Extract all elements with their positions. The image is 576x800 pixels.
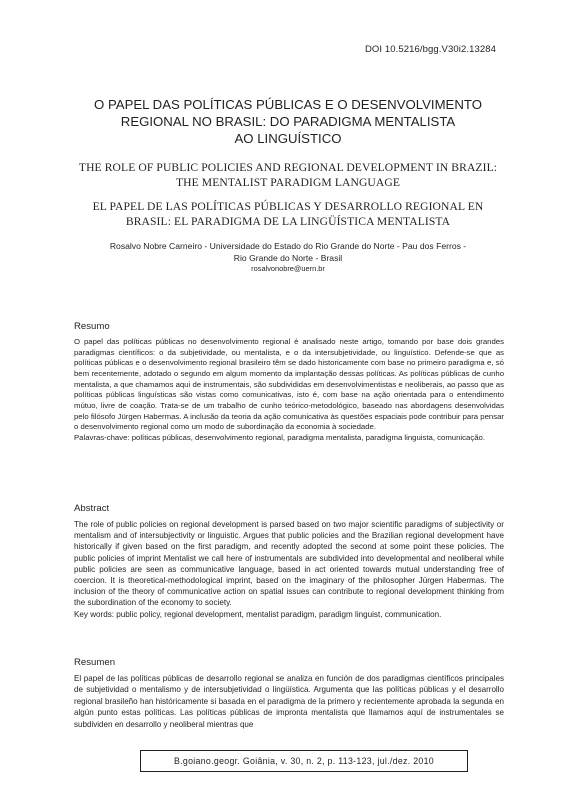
abstract-body: The role of public policies on regional development is parsed based on two major scientific paradigms of subjectivity or mentalism and of intersubjectivity or linguistic. Argues that public policies and the Brazilian regional development have historically if given based on the first paradigm, and recently adopted the second at some point these policies. The public policies of imprint Mentalist we call here of instrumentals are subdivided into developmental and neoliberal while public policies are seen as communicative language, based in act oriented towards mutual understanding free of coercion. It is theoretical-methodological imprint, based on the imaginary of the philosopher Jürgen Habermas. The inclusion of the theory of communicative action on spatial issues can contribute to regional development thinking from the subordination of the economy to society. [74, 520, 504, 608]
journal-citation-footer: B.goiano.geogr. Goiânia, v. 30, n. 2, p. 113-123, jul./dez. 2010 [140, 750, 468, 772]
abstract-section [74, 519, 504, 620]
resumen-section [74, 673, 504, 730]
resumo-body: O papel das políticas públicas no desenvolvimento regional é analisado neste artigo, tomando por base dois grandes paradigmas científicos: o da subjetividade, ou mentalista, e o da intersubjetividade, ou linguístico. Defende-se que as políticas públicas e o desenvolvimento regional brasileiro têm se dado historicamente com base no primeiro paradigma e, só bem recentemente, adotado o segundo em algum momento da implantação dessas políticas. As políticas públicas de cunho mentalista, a que chamamos aqui de instrumentais, são subdivididas em desenvolvimentistas e neoliberais, ao passo que as políticas públicas linguísticas são vistas como comunicativas, isto é, com base na ação orientada para o entendimento mútuo, livre de coação. Trata-se de um trabalho de cunho teórico-metodológico, baseado nas abordagens desenvolvidas pelo filósofo Jürgen Habermas. A inclusão da teoria da ação comunicativa às questões espaciais pode contribuir para pensar o desenvolvimento regional como um modo de subordinação da economia à sociedade. [74, 337, 504, 432]
title-english [60, 160, 516, 190]
title-portuguese [60, 96, 516, 147]
author-line: Rosalvo Nobre Carneiro - Universidade do Estado do Rio Grande do Norte - Pau dos Ferros - [109, 241, 467, 251]
title-portuguese-line: REGIONAL NO BRASIL: DO PARADIGMA MENTALISTA [120, 114, 456, 129]
title-english-line: THE MENTALIST PARADIGM LANGUAGE [175, 176, 401, 189]
resumo-heading: Resumo [74, 321, 110, 332]
resumen-body: El papel de las políticas públicas de desarrollo regional se analiza en función de dos paradigmas científicos principales de subjetividad o mentalismo y de intersubjetividad o lingüística. Argumenta que las políticas públicas y el desarrollo regional brasileño han históricamente si basada en el paradigma de la primero y recientemente aprobada la segunda en algún punto estas políticas. Las políticas públicas de impronta mentalista que llamamos aquí de instrumentales se subdividen en desarrollo y neoliberal mientras que [74, 674, 504, 729]
author-email[interactable]: rosalvonobre@uern.br [251, 264, 325, 273]
abstract-keywords: Key words: public policy, regional development, mentalist paradigm, paradigm linguist, communication. [74, 609, 442, 619]
resumo-section [74, 337, 504, 444]
resumen-heading: Resumen [74, 657, 116, 668]
title-spanish-line: BRASIL: EL PARADIGMA DE LA LINGÜÍSTICA MENTALISTA [125, 215, 451, 228]
doi-label: DOI 10.5216/bgg.V30i2.13284 [364, 44, 496, 55]
title-portuguese-line: AO LINGUÍSTICO [234, 131, 342, 146]
author-line: Rio Grande do Norte - Brasil [233, 253, 343, 263]
title-spanish [60, 199, 516, 229]
author-affiliation [60, 240, 516, 264]
title-english-line: THE ROLE OF PUBLIC POLICIES AND REGIONAL DEVELOPMENT IN BRAZIL: [78, 161, 498, 174]
abstract-heading: Abstract [74, 503, 110, 514]
title-spanish-line: EL PAPEL DE LAS POLÍTICAS PÚBLICAS Y DESARROLLO REGIONAL EN [92, 200, 484, 213]
title-portuguese-line: O PAPEL DAS POLÍTICAS PÚBLICAS E O DESENVOLVIMENTO [94, 97, 482, 112]
resumo-keywords: Palavras-chave: políticas públicas, desenvolvimento regional, paradigma mentalista, paradigma linguista, comunicação. [74, 432, 485, 442]
